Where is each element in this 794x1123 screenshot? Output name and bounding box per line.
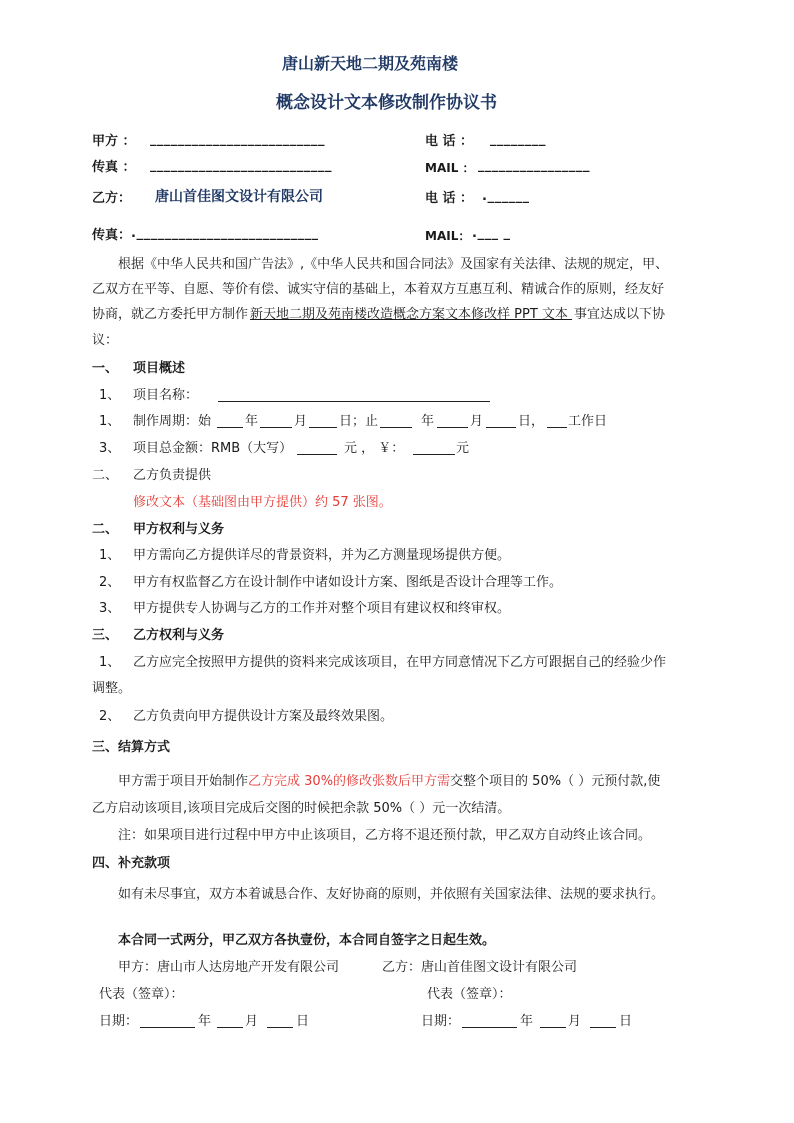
section-title: 四、补充款项 bbox=[92, 856, 171, 871]
month-label: 月 bbox=[470, 414, 484, 429]
mail-b-label: MAIL： bbox=[425, 229, 471, 243]
party-b-label: 乙方： bbox=[92, 191, 132, 206]
item-number: 2、 bbox=[99, 575, 121, 590]
month-label: 月 bbox=[294, 414, 308, 429]
section-title: 项目概述 bbox=[133, 361, 186, 376]
settlement-line-1 bbox=[118, 775, 660, 788]
date-b-label: 日期： bbox=[421, 1014, 461, 1029]
section-title: 甲方权利与义务 bbox=[133, 522, 225, 537]
section-number: 二、 bbox=[92, 468, 119, 483]
day-end-label: 日；止 bbox=[339, 414, 379, 429]
phone-a-label: 电 话 ： bbox=[425, 134, 474, 149]
intro-line: 议： bbox=[92, 333, 119, 348]
party-a-field[interactable]: _________________________ bbox=[150, 132, 325, 147]
item-number: 3、 bbox=[99, 601, 121, 616]
year-label: 年 bbox=[421, 414, 435, 429]
schedule-label: 制作周期：始 bbox=[133, 414, 212, 429]
settlement-line-2: 乙方启动该项目,该项目完成后交图的时候把余款 50%（ ）元一次结清。 bbox=[92, 801, 511, 816]
settlement-note: 注：如果项目进行过程中甲方中止该项目，乙方将不退还预付款，甲乙双方自动终止该合同。 bbox=[118, 828, 652, 843]
party-b-name: 唐山首佳图文设计有限公司 bbox=[155, 189, 323, 205]
start-year-field[interactable] bbox=[217, 427, 243, 428]
settlement-text: 甲方需于项目开始制作 bbox=[118, 774, 249, 789]
section-title: 乙方权利与义务 bbox=[133, 628, 225, 643]
date-b-year-field[interactable] bbox=[462, 1027, 517, 1028]
year-label: 年 bbox=[520, 1014, 534, 1029]
end-month-field[interactable] bbox=[437, 427, 468, 428]
settlement-condition: 乙方完成 30%的修改张数后甲方需 bbox=[248, 774, 451, 789]
project-name-field[interactable] bbox=[218, 401, 490, 402]
list-item: 甲方需向乙方提供详尽的背景资料，并为乙方测量现场提供方便。 bbox=[133, 548, 511, 563]
end-year-field[interactable] bbox=[380, 427, 412, 428]
workday-field[interactable] bbox=[547, 427, 567, 428]
deliverable-text: 修改文本（基础图由甲方提供）约 57 张图。 bbox=[133, 495, 392, 510]
section-title: 乙方负责提供 bbox=[133, 468, 212, 483]
list-item: 甲方有权监督乙方在设计制作中诸如设计方案、图纸是否设计合理等工作。 bbox=[133, 575, 563, 590]
amount-label: 项目总金额：RMB（大写） bbox=[133, 441, 293, 456]
mail-b-field[interactable]: .___ _ bbox=[472, 226, 511, 241]
representative-b-label: 代表（签章）： bbox=[427, 987, 512, 1002]
intro-line-3 bbox=[92, 308, 665, 321]
representative-a-label: 代表（签章）： bbox=[99, 987, 184, 1002]
item-number: 1、 bbox=[99, 388, 121, 403]
signatory-b: 乙方：唐山首佳图文设计有限公司 bbox=[382, 960, 578, 975]
list-item-continued: 调整。 bbox=[92, 681, 132, 696]
fax-b-field[interactable]: .__________________________ bbox=[131, 226, 319, 241]
list-item: 乙方负责向甲方提供设计方案及最终效果图。 bbox=[133, 709, 394, 724]
month-label: 月 bbox=[245, 1014, 259, 1029]
section-number: 三、 bbox=[92, 628, 119, 643]
item-number: 1、 bbox=[99, 414, 121, 429]
project-name-label: 项目名称： bbox=[133, 388, 199, 403]
start-day-field[interactable] bbox=[309, 427, 337, 428]
settlement-text: 交整个项目的 50%（ ）元预付款,使 bbox=[450, 774, 661, 789]
intro-text: 协商，就乙方委托甲方制作 bbox=[92, 307, 249, 322]
document-subtitle: 概念设计文本修改制作协议书 bbox=[276, 93, 497, 113]
date-a-month-field[interactable] bbox=[217, 1027, 243, 1028]
item-number: 1、 bbox=[99, 548, 121, 563]
item-number: 2、 bbox=[99, 709, 121, 724]
supplementary-text: 如有未尽事宜，双方本着诚恳合作、友好协商的原则，并依照有关国家法律、法规的要求执行。 bbox=[118, 887, 665, 902]
yuan-label: 元 bbox=[456, 441, 470, 456]
item-number: 3、 bbox=[99, 441, 121, 456]
fax-a-label: 传真 ： bbox=[92, 160, 136, 175]
year-label: 年 bbox=[245, 414, 259, 429]
intro-line: 乙双方在平等、自愿、等价有偿、诚实守信的基础上，本着双方互惠互利、精诚合作的原则，经友好 bbox=[92, 282, 665, 297]
document-title: 唐山新天地二期及苑南楼 bbox=[282, 54, 459, 73]
amount-number-field[interactable] bbox=[413, 454, 455, 455]
intro-text: 事宜达成以下协 bbox=[574, 307, 666, 322]
date-a-day-field[interactable] bbox=[267, 1027, 293, 1028]
mail-a-label: MAIL ： bbox=[425, 161, 475, 175]
party-a-label: 甲方 ： bbox=[92, 134, 136, 149]
month-label: 月 bbox=[568, 1014, 582, 1029]
fax-a-field[interactable]: __________________________ bbox=[150, 158, 332, 173]
year-label: 年 bbox=[198, 1014, 212, 1029]
day-label: 日 bbox=[619, 1014, 633, 1029]
list-item: 乙方应完全按照甲方提供的资料来完成该项目，在甲方同意情况下乙方可跟据自己的经验少作 bbox=[133, 655, 667, 670]
workday-label: 工作日 bbox=[568, 414, 608, 429]
end-day-field[interactable] bbox=[486, 427, 516, 428]
mail-a-field[interactable]: ________________ bbox=[478, 158, 590, 173]
date-b-day-field[interactable] bbox=[590, 1027, 616, 1028]
item-number: 1、 bbox=[99, 655, 121, 670]
day-label: 日， bbox=[518, 414, 545, 429]
amount-words-field[interactable] bbox=[297, 454, 337, 455]
yuan-currency-label: 元 ， ￥： bbox=[344, 441, 405, 456]
effective-statement: 本合同一式两分，甲乙双方各执壹份，本合同自签字之日起生效。 bbox=[118, 933, 496, 948]
intro-line: 根据《中华人民共和国广告法》,《中华人民共和国合同法》及国家有关法律、法规的规定，甲、 bbox=[118, 257, 669, 272]
date-a-label: 日期： bbox=[99, 1014, 139, 1029]
section-title: 三、结算方式 bbox=[92, 740, 171, 755]
start-month-field[interactable] bbox=[260, 427, 292, 428]
section-number: 一、 bbox=[92, 361, 119, 376]
signatory-a: 甲方：唐山市人达房地产开发有限公司 bbox=[118, 960, 340, 975]
date-b-month-field[interactable] bbox=[540, 1027, 566, 1028]
phone-b-field[interactable]: .______ bbox=[482, 189, 530, 204]
list-item: 甲方提供专人协调与乙方的工作并对整个项目有建议权和终审权。 bbox=[133, 601, 511, 616]
date-a-year-field[interactable] bbox=[140, 1027, 195, 1028]
project-name: 新天地二期及苑南楼改造概念方案文本修改样 PPT 文本 bbox=[250, 307, 573, 322]
section-number: 二、 bbox=[92, 522, 119, 537]
phone-b-label: 电 话 ： bbox=[425, 191, 474, 206]
phone-a-field[interactable]: ________ bbox=[490, 132, 546, 147]
day-label: 日 bbox=[296, 1014, 310, 1029]
fax-b-label: 传真： bbox=[92, 228, 132, 243]
